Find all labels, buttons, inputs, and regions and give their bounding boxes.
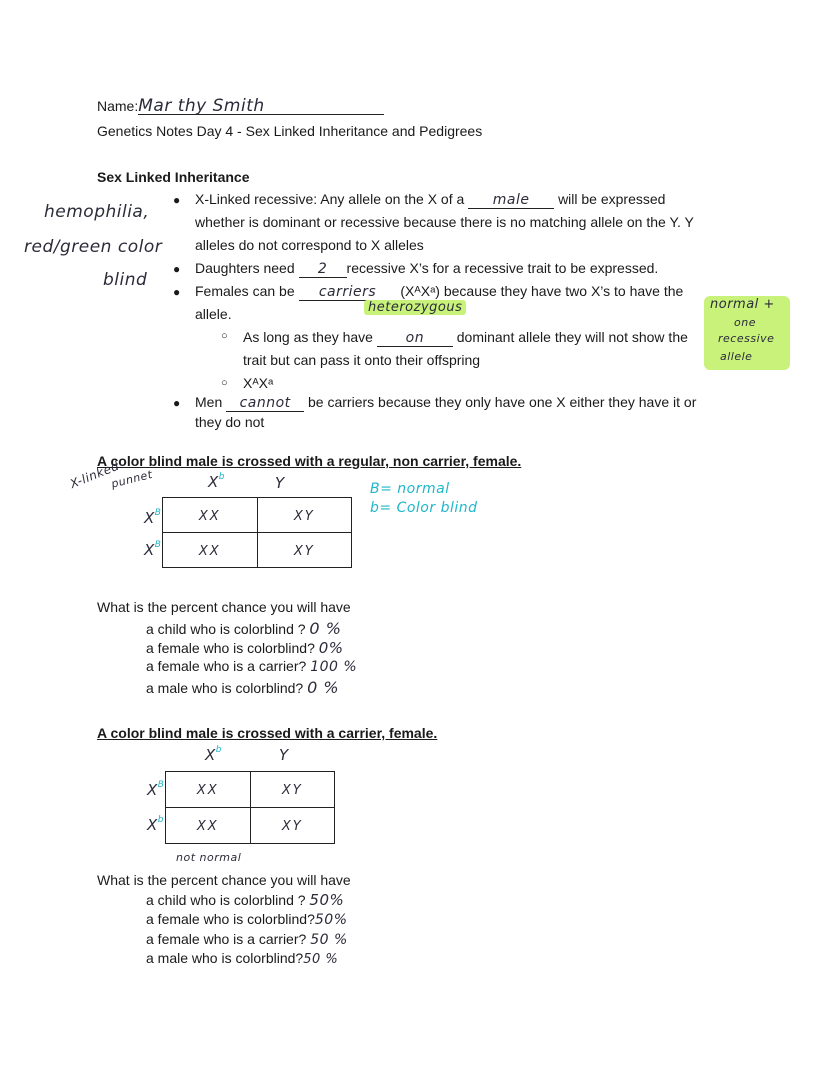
question-text: a female who is a carrier? xyxy=(146,931,307,947)
answer: 50% xyxy=(309,891,345,909)
punnett-cell xyxy=(257,498,352,533)
sub-bullet-1-pre: As long as they have xyxy=(243,329,373,345)
sub-bullet-1-line-1 xyxy=(243,329,688,347)
question-text: a male who is colorblind? xyxy=(146,950,304,966)
bullet-1-line-2: whether is dominant or recessive because there is no matching allele on the Y. Y xyxy=(195,214,694,230)
sub-bullet-1-line-2: trait but can pass it onto their offspring xyxy=(243,352,481,368)
bullet-2-dot: ● xyxy=(173,262,181,276)
genotype: XY xyxy=(281,819,303,834)
row-allele-sup: B xyxy=(157,780,165,790)
cross-2-col-header-2: Y xyxy=(279,746,289,764)
row-allele: X xyxy=(147,816,158,834)
cross-1-row-header-1 xyxy=(144,508,161,527)
bullet-2-line xyxy=(195,260,658,278)
cross-1-q1 xyxy=(146,619,341,638)
genotype: XX xyxy=(196,819,219,834)
bullet-1-line-1 xyxy=(195,191,665,209)
punnett-cell xyxy=(163,533,258,568)
side-note-3: recessive xyxy=(718,332,775,345)
genotype: XX xyxy=(198,543,221,559)
row-allele-sup: B xyxy=(154,508,162,518)
row-allele: X xyxy=(144,509,155,527)
bullet-4-dot: ● xyxy=(173,396,181,410)
row-allele-sup: B xyxy=(154,540,162,550)
sub-bullet-2-marker: ○ xyxy=(221,377,228,389)
bullet-3-dot: ● xyxy=(173,285,181,299)
blank-one: on xyxy=(377,331,453,347)
key-normal: B= normal xyxy=(370,481,450,497)
bullet-1-line-3: alleles do not correspond to X alleles xyxy=(195,237,424,253)
heterozygous-note xyxy=(364,300,466,315)
question-text: a male who is colorblind? xyxy=(146,680,304,696)
cross-1-side-label-1: X-linked xyxy=(68,458,122,491)
margin-note-3: blind xyxy=(103,270,148,290)
cross-1-question-intro: What is the percent chance you will have xyxy=(97,599,351,615)
cross-2-q4 xyxy=(146,950,338,967)
punnett-cell xyxy=(257,533,352,568)
bullet-1-pre: X-Linked recessive: Any allele on the X of a xyxy=(195,191,465,207)
bullet-1-post: will be expressed xyxy=(558,191,666,207)
punnett-cell xyxy=(166,808,251,844)
section-heading: Sex Linked Inheritance xyxy=(97,169,250,185)
side-note-2: one xyxy=(734,316,756,329)
genotype: XY xyxy=(281,783,303,798)
genotype: XX xyxy=(198,508,221,524)
blank-two: 2 xyxy=(299,262,347,278)
not-normal-note: not normal xyxy=(176,851,242,864)
answer: 0 % xyxy=(309,619,342,638)
question-text: a female who is a carrier? xyxy=(146,658,307,674)
blank-carriers: carriers xyxy=(299,285,397,301)
name-row xyxy=(97,98,384,115)
punnett-cell xyxy=(166,772,251,808)
row-allele: X xyxy=(144,541,155,559)
cross-1-q4 xyxy=(146,678,339,697)
cross-2-col-header-1 xyxy=(205,745,222,764)
bullet-2-pre: Daughters need xyxy=(195,260,295,276)
margin-note-1: hemophilia, xyxy=(44,202,150,222)
cross-1-row-header-2 xyxy=(144,540,161,559)
sub-bullet-1-marker: ○ xyxy=(221,330,228,342)
question-text: a child who is colorblind ? xyxy=(146,621,306,637)
cross-1-col-header-1 xyxy=(208,472,225,491)
col-allele-sup: b xyxy=(215,745,222,755)
key-color-blind: b= Color blind xyxy=(370,500,478,516)
col-allele-sup: b xyxy=(218,472,225,482)
bullet-2-post: recessive X’s for a recessive trait to be expressed. xyxy=(346,260,659,276)
bullet-3-line-2: allele. xyxy=(195,306,232,322)
cross-2-row-header-2 xyxy=(147,815,164,834)
bullet-4-line-2: they do not xyxy=(195,414,265,430)
bullet-1-dot: ● xyxy=(173,193,181,207)
genotype: XY xyxy=(293,543,315,559)
punnett-cell xyxy=(163,498,258,533)
row-allele: X xyxy=(147,781,158,799)
cross-2-heading: A color blind male is crossed with a carrier, female. xyxy=(97,725,438,741)
cross-2-q1 xyxy=(146,891,344,909)
heterozygous-highlight: heterozygous xyxy=(364,300,466,315)
cross-2-question-intro: What is the percent chance you will have xyxy=(97,872,351,888)
bullet-3-post: because they have two X’s to have the xyxy=(443,283,684,299)
blank-male: male xyxy=(468,193,554,209)
bullet-4-line-1 xyxy=(195,394,696,412)
answer: 100 % xyxy=(310,659,358,675)
answer: 0% xyxy=(318,639,344,657)
col-allele: X xyxy=(208,473,219,491)
cross-2-q2 xyxy=(146,911,348,928)
name-label: Name: xyxy=(97,98,139,114)
punnett-square-1 xyxy=(162,497,352,568)
name-value: Mar thy Smith xyxy=(138,99,384,115)
side-note-4: allele xyxy=(720,350,753,363)
punnett-cell xyxy=(250,808,335,844)
sub-bullet-1-post: dominant allele they will not show the xyxy=(456,329,688,345)
genotype: XY xyxy=(293,508,315,524)
side-note-1: normal + xyxy=(710,297,775,312)
question-text: a female who is colorblind? xyxy=(146,640,315,656)
punnett-cell xyxy=(250,772,335,808)
row-allele-sup: b xyxy=(157,815,164,825)
answer: 50 % xyxy=(310,932,348,948)
bullet-3-line-1 xyxy=(195,283,683,301)
question-text: a female who is colorblind? xyxy=(146,911,315,927)
bullet-3-pre: Females can be xyxy=(195,283,295,299)
blank-cannot: cannot xyxy=(226,396,304,412)
question-text: a child who is colorblind ? xyxy=(146,892,306,908)
answer: 50 % xyxy=(303,952,339,967)
col-allele: X xyxy=(205,746,216,764)
cross-1-q2 xyxy=(146,639,344,657)
cross-1-heading: A color blind male is crossed with a regular, non carrier, female. xyxy=(97,453,522,469)
bullet-3-genotype: (XᴬXᵃ) xyxy=(400,283,440,299)
cross-2-q3 xyxy=(146,931,348,948)
sub-bullet-2-text: XᴬXᵃ xyxy=(243,375,274,391)
page-title: Genetics Notes Day 4 - Sex Linked Inheritance and Pedigrees xyxy=(97,123,483,139)
cross-1-q3 xyxy=(146,658,357,675)
bullet-4-post: be carriers because they only have one X either they have it or xyxy=(308,394,697,410)
cross-1-col-header-2: Y xyxy=(275,474,285,492)
margin-note-2: red/green color xyxy=(24,237,163,257)
cross-2-row-header-1 xyxy=(147,780,164,799)
bullet-4-pre: Men xyxy=(195,394,223,410)
genotype: XX xyxy=(196,783,219,798)
punnett-square-2 xyxy=(165,771,335,844)
answer: 0 % xyxy=(307,678,340,697)
answer: 50% xyxy=(314,912,348,928)
cross-1-side-label-2: punnet xyxy=(110,467,154,491)
